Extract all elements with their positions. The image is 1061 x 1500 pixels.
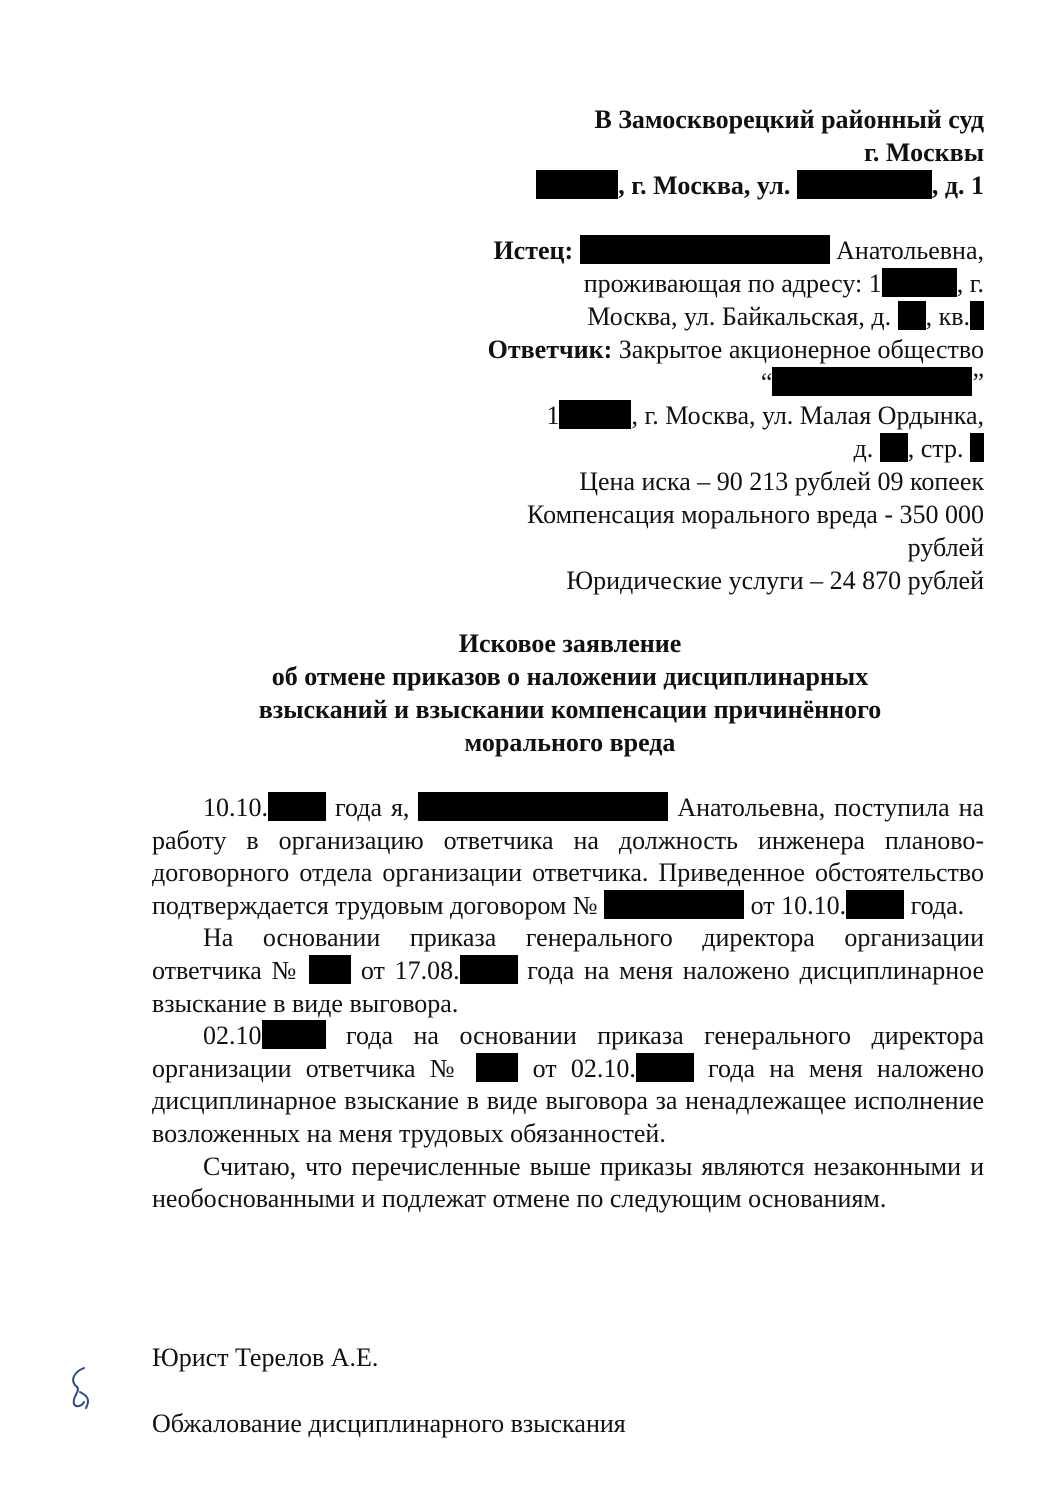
redaction — [268, 792, 326, 821]
redaction — [970, 301, 984, 330]
redaction — [536, 170, 618, 199]
plaintiff-address-2: Москва, ул. Байкальская, д. , кв. — [587, 300, 984, 333]
redaction — [970, 433, 984, 462]
defendant-address-1: 1 , г. Москва, ул. Малая Ордынка, — [546, 401, 984, 430]
redaction — [580, 235, 830, 264]
defendant-line: Ответчик: Закрытое акционерное общество — [487, 335, 984, 364]
document-title: Исковое заявление — [458, 629, 682, 658]
redaction — [559, 400, 631, 429]
document-subtitle-3: морального вреда — [464, 728, 676, 757]
defendant-address-2: д. , стр. — [854, 432, 984, 465]
redaction — [476, 1053, 518, 1082]
plaintiff-address-1: проживающая по адресу: 1 , г. — [583, 269, 984, 298]
paragraph-1: 10.10. года я, Анатольевна, поступила на работу в организацию ответчика на должность инженера планово-договорного отдела организации ответчика. Приведенное обстоятельство подтверждается трудовым договором № от 10.10. года. — [152, 793, 985, 920]
redaction — [604, 890, 744, 919]
plaintiff-line: Истец: Анатольевна, — [493, 236, 984, 265]
moral-compensation: Компенсация морального вреда - 350 000 — [527, 500, 984, 529]
signature — [62, 1362, 102, 1412]
defendant-label: Ответчик: — [487, 335, 613, 364]
plaintiff-label: Истец: — [493, 236, 574, 265]
redaction — [636, 1053, 694, 1082]
court-address: , г. Москва, ул. , д. 1 — [536, 169, 984, 202]
document-subtitle-2: взысканий и взыскании компенсации причинённого — [258, 695, 882, 724]
redaction — [772, 367, 972, 396]
legal-services: Юридические услуги – 24 870 рублей — [566, 566, 984, 595]
document-subtitle-1: об отмене приказов о наложении дисциплинарных — [271, 662, 869, 691]
claim-price: Цена иска – 90 213 рублей 09 копеек — [579, 467, 984, 496]
redaction — [309, 955, 351, 984]
paragraph-2: На основании приказа генерального директора организации ответчика № от 17.08. года на меня наложено дисциплинарное взыскание в виде выговора. — [152, 923, 985, 1018]
lawyer-name: Юрист Терелов А.Е. — [152, 1343, 379, 1372]
redaction — [880, 433, 908, 462]
redaction — [846, 890, 904, 919]
redaction — [418, 792, 668, 821]
redaction — [797, 170, 932, 199]
paragraph-3: 02.10 года на основании приказа генерального директора организации ответчика № от 02.10. года на меня наложено дисциплинарное взыскание в виде выговора за ненадлежащее исполнение возложенных на меня трудовых обязанностей. — [152, 1021, 984, 1148]
paragraph-4: Считаю, что перечисленные выше приказы являются незаконными и необоснованными и подлежат отмене по следующим основаниям. — [152, 1151, 984, 1214]
court-city: г. Москвы — [864, 138, 984, 167]
document-topic: Обжалование дисциплинарного взыскания — [152, 1409, 626, 1438]
redaction — [898, 301, 926, 330]
redaction — [262, 1020, 326, 1049]
court-name: В Замоскворецкий районный суд — [594, 105, 984, 134]
defendant-company: “ ” — [760, 368, 984, 397]
redaction — [882, 268, 957, 297]
claim-body — [152, 792, 984, 1216]
moral-compensation-unit: рублей — [907, 533, 984, 562]
redaction — [460, 955, 518, 984]
